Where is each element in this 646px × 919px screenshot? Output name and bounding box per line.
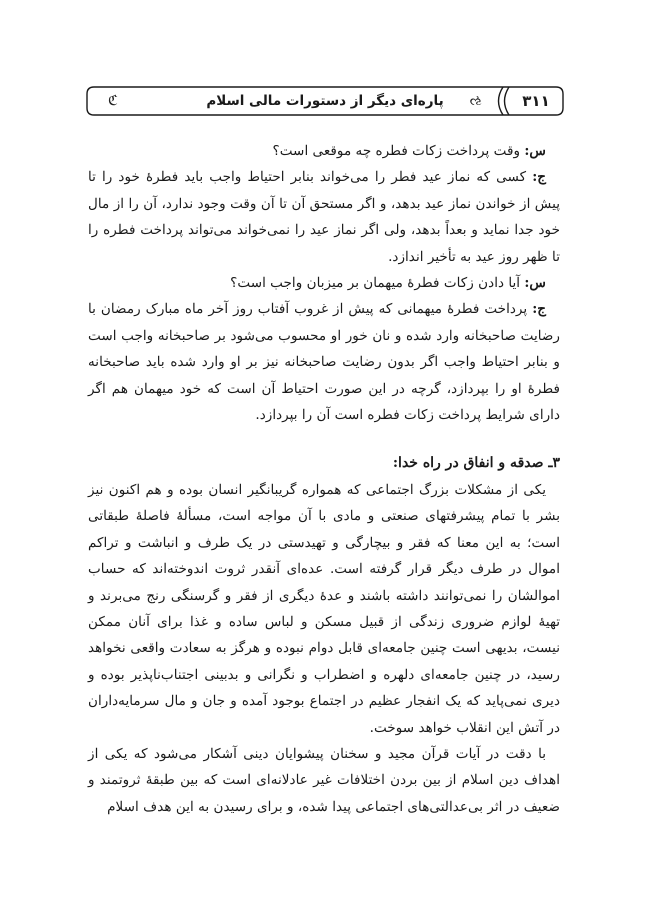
answer-label: ج: [532, 301, 546, 318]
question-text: وقت پرداخت زکات فطره چه موقعی است؟ [272, 143, 525, 159]
page-body [88, 138, 560, 820]
answer-text: کسی که نماز عید فطر را می‌خواند بنابر احتیاط واجب باید فطرهٔ خود را تا پیش از خواندن نماز عید بدهد، و اگر مستحق آن تا آن وقت وجود ندارد، آن را از مال خود جدا نماید و بعداً بدهد، ولی اگر نماز عید را نمی‌خواند می‌تواند پرداخت فطره را تا ظهر روز عید به تأخیر اندازد. [88, 169, 560, 265]
ornament-left-icon: ℭ [108, 93, 118, 109]
page-header [86, 86, 564, 116]
question-text: آیا دادن زکات فطرهٔ میهمان بر میزبان واجب است؟ [230, 275, 525, 292]
running-title: پاره‌ای دیگر از دستورات مالی اسلام [206, 93, 444, 109]
answer-text: پرداخت فطرهٔ میهمانی که پیش از غروب آفتاب روز آخر ماه مبارک رمضان با رضایت صاحبخانه وارد شده و نان خور او محسوب می‌شود بر صاحبخانه واجب است و بنابر احتیاط واجب اگر بدون رضایت صاحبخانه نیز بر او وارد شده باید صاحبخانه فطرهٔ او را بپردازد، گرچه در این صورت احتیاط آن است که خود میهمان هم اگر دارای شرایط پرداخت زکات فطره است آن را بپردازد. [88, 301, 560, 424]
section-paragraph-2: با دقت در آیات قرآن مجید و سخنان پیشوایان دینی آشکار می‌شود که یکی از اهداف دین اسلام از بین بردن اختلافات غیر عادلانه‌ای است که بین طبقهٔ ثروتمند و ضعیف در اثر بی‌عدالتی‌های اجتماعی پیدا شده، و برای رسیدن به این هدف اسلام [88, 745, 560, 815]
answer-1 [88, 164, 560, 270]
question-label: س: [524, 275, 546, 292]
answer-label: ج: [532, 169, 546, 186]
section-title: ۳ـ صدقه و انفاق در راه خدا: [392, 455, 560, 472]
question-1 [88, 138, 560, 164]
page-number: ۳۱۱ [522, 92, 550, 110]
answer-2 [88, 296, 560, 428]
ornament-mid-icon: ઌ [469, 93, 482, 109]
question-2 [88, 270, 560, 296]
question-label: س: [524, 143, 546, 159]
section-paragraph-1: یکی از مشکلات بزرگ اجتماعی که همواره گریبانگیر انسان بوده و هم اکنون نیز بشر با تمام پیشرفتهای صنعتی و مادی با آن مواجه است، مسألهٔ فاصلهٔ طبقاتی است؛ به این معنا که فقر و بیچارگی و تهیدستی در یک طرف و انباشت و تراکم اموال در طرف دیگر قرار گرفته است. عده‌ای آنقدر ثروت اندوخته‌اند که حساب اموالشان را نمی‌توانند داشته باشند و عدهٔ دیگری از فقر و گرسنگی رنج می‌برند و تهیهٔ لوازم ضروری زندگی از قبیل مسکن و لباس ساده و غذا برای آنان ممکن نیست، بدیهی است چنین جامعه‌ای قابل دوام نبوده و هرگز به سعادت واقعی نخواهد رسید، در چنین جامعه‌ای دلهره و اضطراب و نگرانی و بدبینی اجتناب‌ناپذیر بوده و دیری نمی‌پاید که یک انفجار عظیم در اجتماع بوجود آمده و جان و مال سرمایه‌داران در آتش این انقلاب خواهد سوخت. [88, 481, 560, 736]
